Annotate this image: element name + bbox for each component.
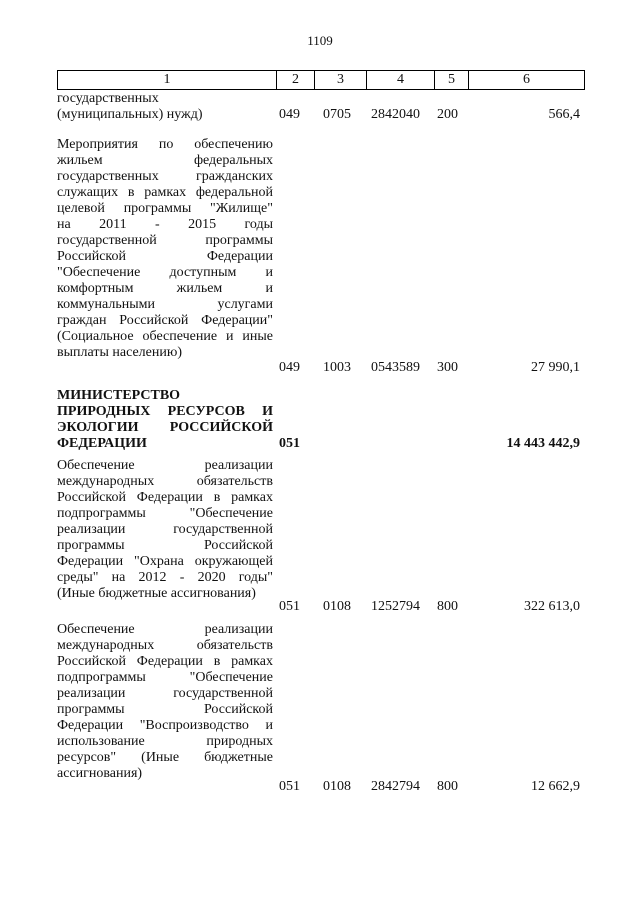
row-col-4: 2842794	[371, 779, 420, 794]
row-col-4: 2842040	[371, 107, 420, 122]
row-col-2: 051	[279, 436, 300, 451]
row-name-line: международных обязательств	[57, 638, 273, 653]
row-name-line: Федерации "Воспроизводство и	[57, 718, 273, 733]
row-name-line: международных обязательств	[57, 474, 273, 489]
row-name-line: граждан Российской Федерации"	[57, 313, 273, 328]
row-name-line: коммунальными услугами	[57, 297, 273, 312]
row-name	[57, 137, 273, 361]
row-name-line: реализации государственной	[57, 686, 273, 701]
row-col-4: 0543589	[371, 360, 420, 375]
row-name-line: государственных	[57, 91, 159, 106]
row-col-3: 0108	[323, 779, 351, 794]
row-col-2: 049	[279, 107, 300, 122]
row-name-line: ресурсов" (Иные бюджетные	[57, 750, 273, 765]
row-name-line: Российской Федерации в рамках	[57, 654, 273, 669]
row-col-5: 800	[437, 599, 458, 614]
row-name	[57, 91, 273, 123]
row-name-line: (муниципальных) нужд)	[57, 107, 203, 122]
header-col-4: 4	[366, 71, 434, 89]
row-name-line: Российской Федерации в рамках	[57, 490, 273, 505]
row-col-6: 322 613,0	[524, 599, 580, 614]
row-col-5: 300	[437, 360, 458, 375]
row-col-6: 14 443 442,9	[506, 436, 580, 451]
table-header	[57, 70, 585, 90]
row-name-line: государственных гражданских	[57, 169, 273, 184]
row-name-line: Обеспечение реализации	[57, 458, 273, 473]
row-name-line: Федерации "Охрана окружающей	[57, 554, 273, 569]
row-name-line: государственной программы	[57, 233, 273, 248]
row-name-line: "Обеспечение доступным и	[57, 265, 273, 280]
row-col-6: 12 662,9	[531, 779, 580, 794]
row-col-2: 051	[279, 779, 300, 794]
row-name-line: программы Российской	[57, 538, 273, 553]
row-name-line: ФЕДЕРАЦИИ	[57, 436, 147, 451]
row-col-2: 049	[279, 360, 300, 375]
row-name-line: жильем федеральных	[57, 153, 273, 168]
row-name	[57, 458, 273, 602]
row-col-3: 0705	[323, 107, 351, 122]
row-col-3: 1003	[323, 360, 351, 375]
row-col-6: 27 990,1	[531, 360, 580, 375]
row-name-line: Обеспечение реализации	[57, 622, 273, 637]
header-col-2: 2	[276, 71, 314, 89]
row-name-line: Мероприятия по обеспечению	[57, 137, 273, 152]
row-col-5: 200	[437, 107, 458, 122]
row-name-line: подпрограммы "Обеспечение	[57, 506, 273, 521]
row-name-line: использование природных	[57, 734, 273, 749]
row-name	[57, 622, 273, 782]
header-col-6: 6	[468, 71, 584, 89]
row-name-line: среды" на 2012 - 2020 годы"	[57, 570, 273, 585]
header-col-1: 1	[163, 72, 171, 87]
row-name-line: ЭКОЛОГИИ РОССИЙСКОЙ	[57, 420, 273, 435]
page-number: 1109	[307, 33, 333, 48]
row-name-line: ассигнования)	[57, 766, 143, 781]
row-col-4: 1252794	[371, 599, 420, 614]
header-col-3: 3	[314, 71, 366, 89]
row-col-6: 566,4	[548, 107, 580, 122]
row-name-line: реализации государственной	[57, 522, 273, 537]
row-name-line: (Социальное обеспечение и иные	[57, 329, 273, 344]
row-name-line: выплаты населению)	[57, 345, 182, 360]
row-name-line: Российской Федерации	[57, 249, 273, 264]
row-name-line: МИНИСТЕРСТВО	[57, 388, 181, 403]
row-name-line: ПРИРОДНЫХ РЕСУРСОВ И	[57, 404, 273, 419]
header-col-5: 5	[434, 71, 468, 89]
row-col-3: 0108	[323, 599, 351, 614]
row-name-line: (Иные бюджетные ассигнования)	[57, 586, 256, 601]
row-name-line: подпрограммы "Обеспечение	[57, 670, 273, 685]
ministry-name	[57, 388, 273, 452]
row-name-line: комфортным жильем и	[57, 281, 273, 296]
row-col-2: 051	[279, 599, 300, 614]
row-name-line: программы Российской	[57, 702, 273, 717]
row-name-line: на 2011 - 2015 годы	[57, 217, 273, 232]
row-col-5: 800	[437, 779, 458, 794]
row-name-line: служащих в рамках федеральной	[57, 185, 273, 200]
row-name-line: целевой программы "Жилище"	[57, 201, 273, 216]
